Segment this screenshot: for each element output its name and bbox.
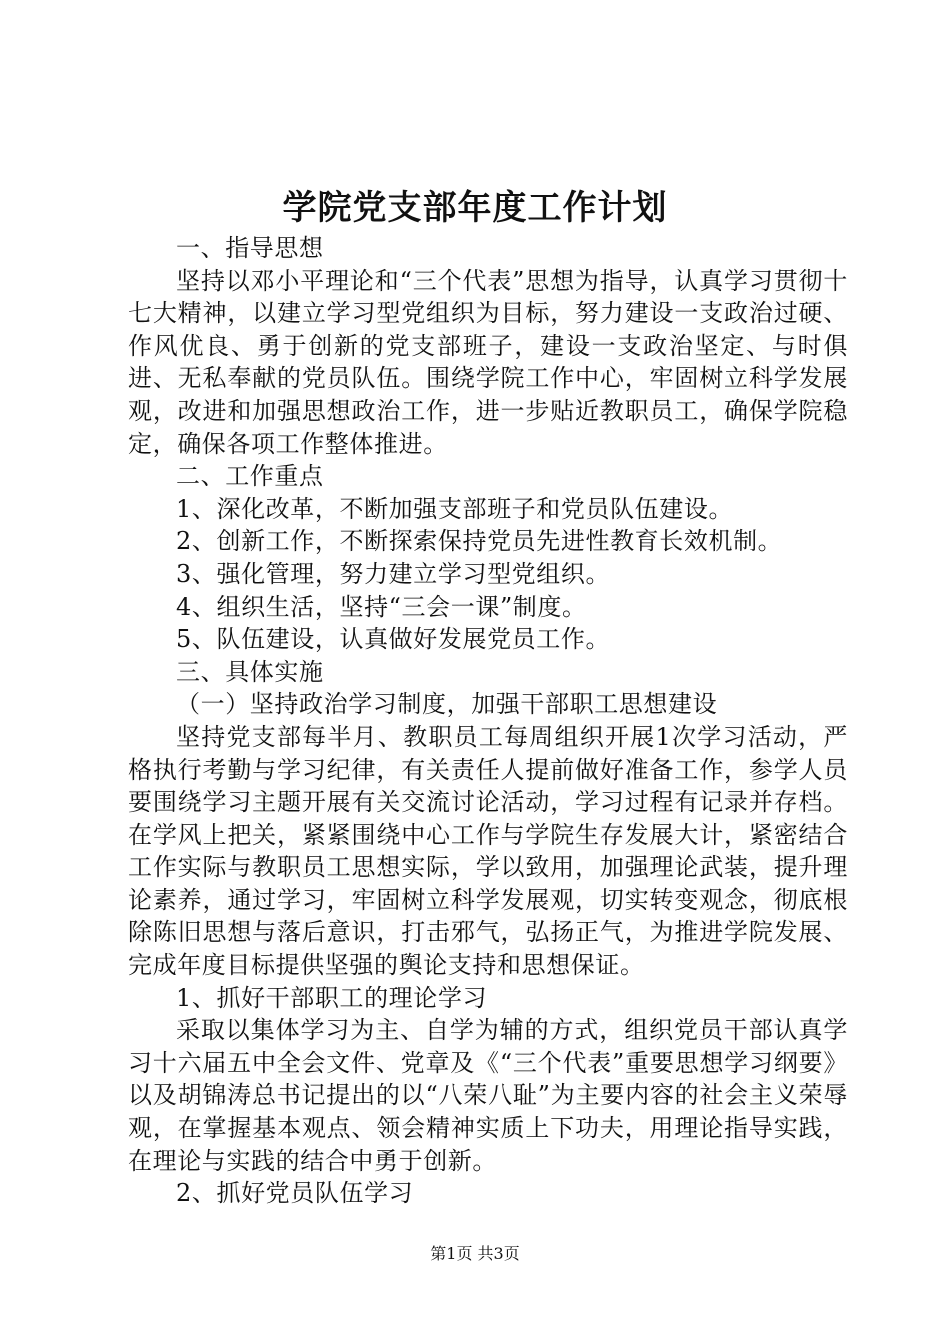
document-body [128,232,848,1210]
subheading-theory-study: 1、抓好干部职工的理论学习 [176,983,488,1012]
list-item-focus-3: 3、强化管理，努力建立学习型党组织。 [176,559,611,588]
list-item-focus-5: 5、队伍建设，认真做好发展党员工作。 [176,625,611,654]
subheading-political-study: （一）坚持政治学习制度，加强干部职工思想建设 [176,690,718,719]
list-item-focus-2: 2、创新工作，不断探索保持党员先进性教育长效机制。 [176,527,783,556]
list-item-focus-1: 1、深化改革，不断加强支部班子和党员队伍建设。 [176,494,734,523]
heading-implementation: 三、具体实施 [176,657,324,686]
paragraph-political-study: 坚持党支部每半月、教职员工每周组织开展1次学习活动，严格执行考勤与学习纪律，有关责任人提前做好准备工作，参学人员要围绕学习主题开展有关交流讨论活动，学习过程有记录并存档。在学风上把关，紧紧围绕中心工作与学院生存发展大计，紧密结合工作实际与教职员工思想实际，学以致用，加强理论武装，提升理论素养，通过学习，牢固树立科学发展观，切实转变观念，彻底根除陈旧思想与落后意识，打击邪气，弘扬正气，为推进学院发展、完成年度目标提供坚强的舆论支持和思想保证。 [128,722,848,980]
page-footer: 第1页 共3页 [430,1244,520,1263]
subheading-member-study: 2、抓好党员队伍学习 [176,1179,414,1208]
list-item-focus-4: 4、组织生活，坚持“三会一课”制度。 [176,592,587,621]
paragraph-guiding-thought: 坚持以邓小平理论和“三个代表”思想为指导，认真学习贯彻十七大精神，以建立学习型党组织为目标，努力建设一支政治过硬、作风优良、勇于创新的党支部班子，建设一支政治坚定、与时俱进、无私奉献的党员队伍。围绕学院工作中心，牢固树立科学发展观，改进和加强思想政治工作，进一步贴近教职员工，确保学院稳定，确保各项工作整体推进。 [128,266,848,458]
document-title: 学院党支部年度工作计划 [282,188,668,228]
heading-work-focus: 二、工作重点 [176,462,324,491]
heading-guiding-thought: 一、指导思想 [176,234,324,262]
paragraph-theory-study: 采取以集体学习为主、自学为辅的方式，组织党员干部认真学习十六届五中全会文件、党章及《“三个代表”重要思想学习纲要》以及胡锦涛总书记提出的以“八荣八耻”为主要内容的社会主义荣辱观，在掌握基本观点、领会精神实质上下功夫，用理论指导实践，在理论与实践的结合中勇于创新。 [128,1016,848,1175]
